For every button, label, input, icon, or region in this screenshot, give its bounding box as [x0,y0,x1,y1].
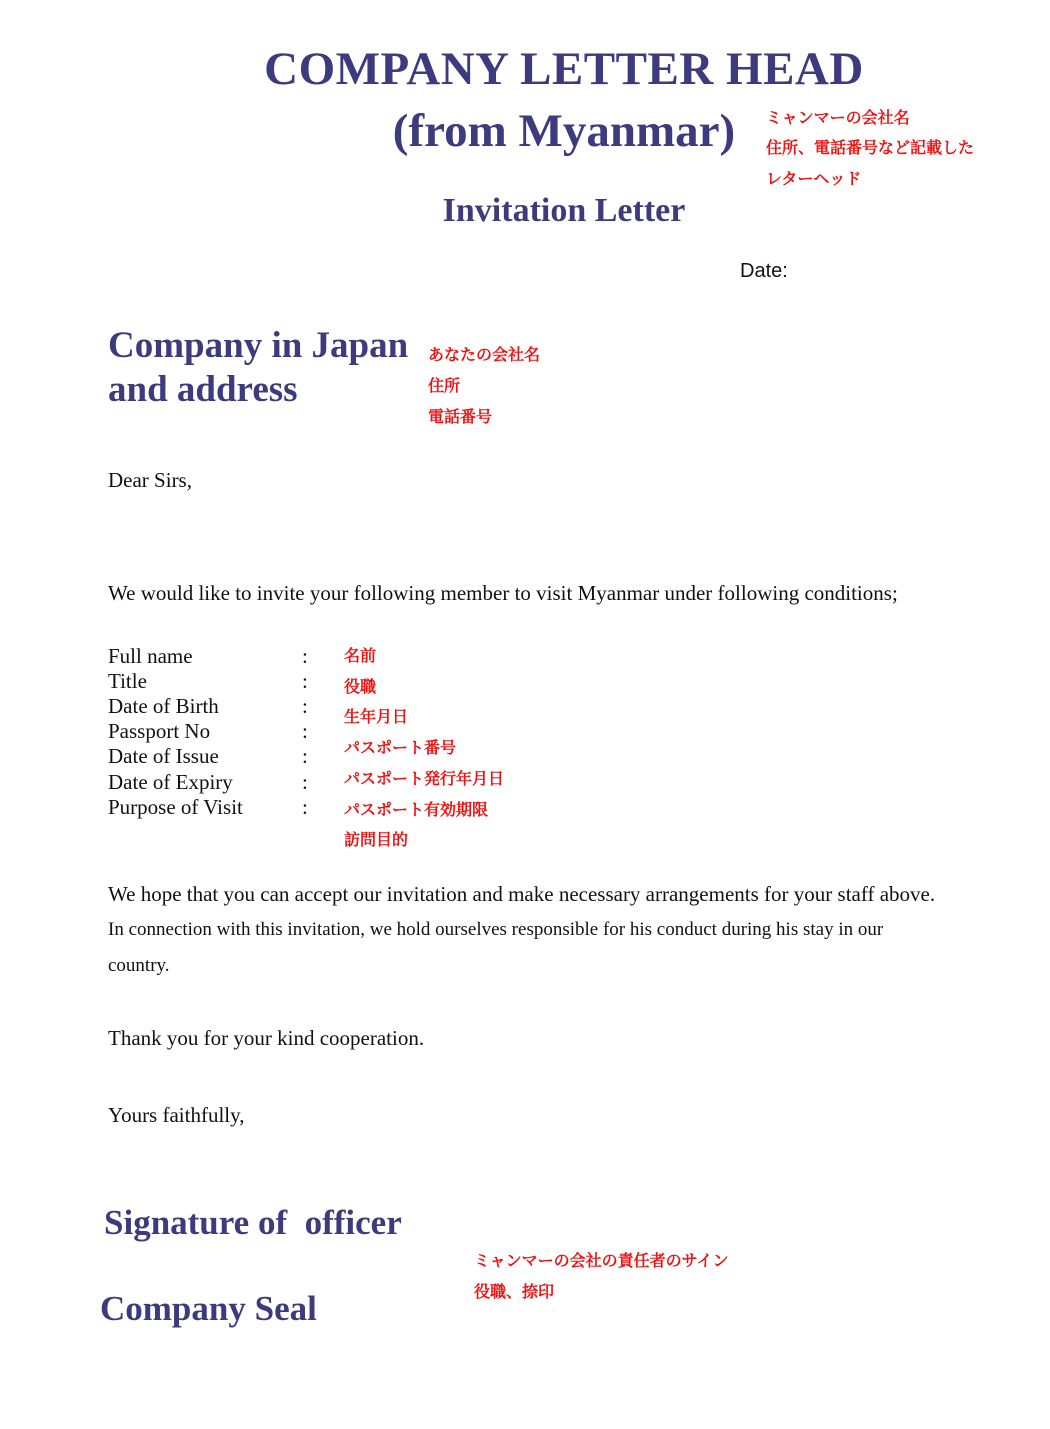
signature-label: Signature of officer [104,1203,402,1242]
letterhead-subtitle: (from Myanmar) [392,105,736,157]
company-seal-label: Company Seal [100,1289,317,1328]
recipient-line-2: and address [108,369,298,410]
letterhead-note-3: レターヘッド [766,169,862,188]
recipient-note-3: 電話番号 [428,407,493,426]
field-label-full-name: Full name [108,644,193,668]
letterhead-note-1: ミャンマーの会社名 [766,108,910,127]
letterhead-note-2: 住所、電話番号など記載した [766,138,975,157]
field-note-7: 訪問目的 [344,830,409,849]
closing-text: Yours faithfully, [108,1103,245,1127]
field-colon: : [302,719,308,743]
field-note-4: パスポート番号 [344,738,457,757]
recipient-note-1: あなたの会社名 [428,345,541,364]
signature-note-1: ミャンマーの会社の責任者のサイン [474,1251,729,1270]
field-note-1: 名前 [344,646,377,665]
field-note-6: パスポート有効期限 [344,800,489,819]
field-label-title: Title [108,669,147,693]
signature-note-2: 役職、捺印 [474,1282,555,1301]
recipient-line-1: Company in Japan [108,325,409,366]
field-colon: : [302,694,308,718]
letter-heading: Invitation Letter [442,192,686,229]
field-note-5: パスポート発行年月日 [344,769,505,788]
field-label-date-of-expiry: Date of Expiry [108,770,233,794]
field-label-date-of-birth: Date of Birth [108,694,219,718]
field-colon: : [302,744,308,768]
field-note-3: 生年月日 [344,707,409,726]
field-colon: : [302,770,308,794]
field-note-2: 役職 [344,677,377,696]
recipient-note-2: 住所 [428,376,461,395]
field-colon: : [302,644,308,668]
date-label: Date: [740,260,788,282]
letterhead-title: COMPANY LETTER HEAD [264,43,864,95]
intro-text: We would like to invite your following member to visit Myanmar under following conditions; [108,581,898,605]
thanks-text: Thank you for your kind cooperation. [108,1026,425,1050]
paragraph-2-line-2: country. [108,955,170,976]
field-label-passport-no: Passport No [108,719,211,743]
paragraph-2-line-1: In connection with this invitation, we hold ourselves responsible for his conduct during his stay in our [108,919,884,940]
field-label-date-of-issue: Date of Issue [108,744,219,768]
field-label-purpose-of-visit: Purpose of Visit [108,795,243,819]
salutation: Dear Sirs, [108,468,192,492]
field-colon: : [302,669,308,693]
field-colon: : [302,795,308,819]
paragraph-1: We hope that you can accept our invitation and make necessary arrangements for your staff above. [108,882,936,906]
